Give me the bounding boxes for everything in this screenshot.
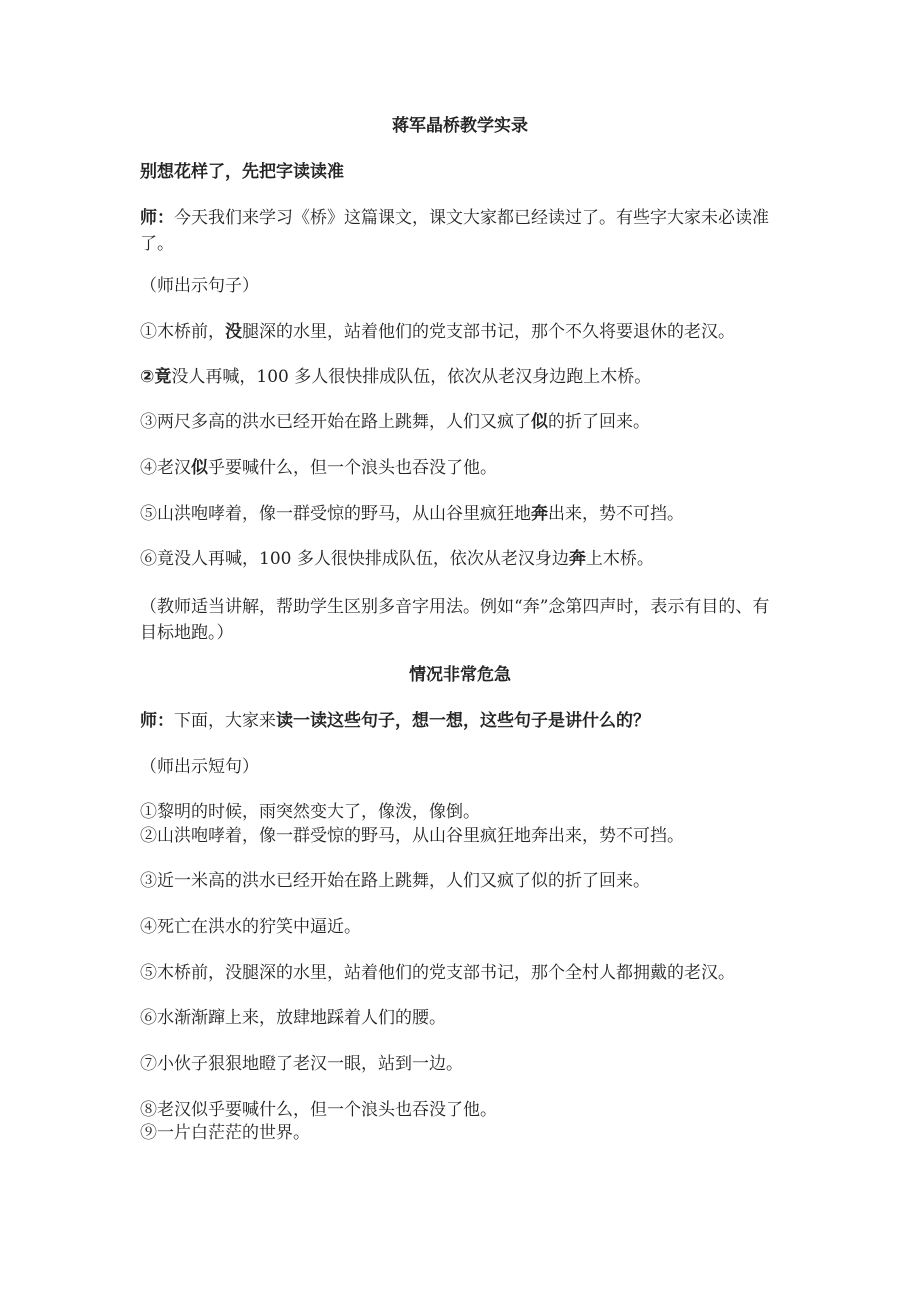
highlighted-char: ②竟 [140, 367, 172, 387]
question-paragraph [140, 710, 785, 732]
question-text: 下面，大家来 [174, 711, 276, 731]
sentence-text: 上木桥。 [585, 549, 654, 569]
sentence-text: ⑥竟没人再喊，100 多人很快排成队伍，依次从老汉身边 [140, 549, 569, 569]
short-sentence: ⑤木桥前，没腿深的水里，站着他们的党支部书记，那个全村人都拥戴的老汉。 [140, 963, 735, 983]
section-heading: 情况非常危急 [409, 665, 511, 685]
sentence-text: ⑤山洪咆哮着，像一群受惊的野马，从山谷里疯狂地 [140, 504, 531, 524]
highlighted-char: 没 [225, 322, 242, 342]
highlighted-char: 奔 [568, 549, 586, 569]
sentence-item [140, 457, 785, 479]
intro-text: 今天我们来学习《桥》这篇课文，课文大家都已经读过了。有些字大家未必读准了。 [140, 208, 769, 254]
short-sentence: ④死亡在洪水的狞笑中逼近。 [140, 917, 361, 937]
short-sentence: ②山洪咆哮着，像一群受惊的野马，从山谷里疯狂地奔出来，势不可挡。 [140, 826, 684, 846]
short-sentence: ③近一米高的洪水已经开始在路上跳舞，人们又疯了似的折了回来。 [140, 871, 650, 891]
sentence-text: ④老汉 [140, 458, 191, 478]
short-sentence: ⑨一片白茫茫的世界。 [140, 1123, 310, 1143]
sentence-text: 出来，势不可挡。 [548, 504, 684, 524]
highlighted-char: 似 [191, 458, 208, 478]
intro-paragraph [140, 205, 785, 257]
question-emphasis: 读一读这些句子，想一想，这些句子是讲什么的？ [276, 711, 650, 731]
speaker-label: 师： [140, 208, 174, 228]
sentence-text: 没人再喊，100 多人很快排成队伍，依次从老汉身边跑上木桥。 [171, 367, 652, 387]
sentence-text: 腿深的水里，站着他们的党支部书记，那个不久将要退休的老汉。 [242, 322, 735, 342]
stage-direction: （师出示短句） [140, 757, 259, 777]
stage-direction: （师出示句子） [140, 276, 259, 296]
speaker-label: 师： [140, 711, 174, 731]
short-sentence: ⑥水渐渐蹿上来，放肆地踩着人们的腰。 [140, 1008, 446, 1028]
sentence-item [140, 321, 785, 343]
teacher-note: （教师适当讲解，帮助学生区别多音字用法。例如“奔”念第四声时，表示有目的、有目标地跑。） [140, 597, 770, 643]
section-heading: 别想花样了，先把字读读准 [140, 162, 344, 182]
short-sentence: ⑦小伙子狠狠地瞪了老汉一眼，站到一边。 [140, 1054, 463, 1074]
document-title: 蒋军晶桥教学实录 [392, 116, 528, 136]
short-sentence: ⑧老汉似乎要喊什么，但一个浪头也吞没了他。 [140, 1100, 497, 1120]
sentence-item [140, 548, 785, 570]
sentence-text: ③两尺多高的洪水已经开始在路上跳舞，人们又疯了 [140, 412, 531, 432]
short-sentence: ①黎明的时候，雨突然变大了，像泼，像倒。 [140, 802, 480, 822]
sentence-text: ①木桥前， [140, 322, 225, 342]
sentence-item [140, 411, 785, 433]
highlighted-char: 似 [531, 412, 548, 432]
highlighted-char: 奔 [531, 504, 548, 524]
sentence-text: 乎要喊什么，但一个浪头也吞没了他。 [208, 458, 497, 478]
sentence-item [140, 366, 785, 388]
sentence-text: 的折了回来。 [548, 412, 650, 432]
sentence-item [140, 503, 785, 525]
